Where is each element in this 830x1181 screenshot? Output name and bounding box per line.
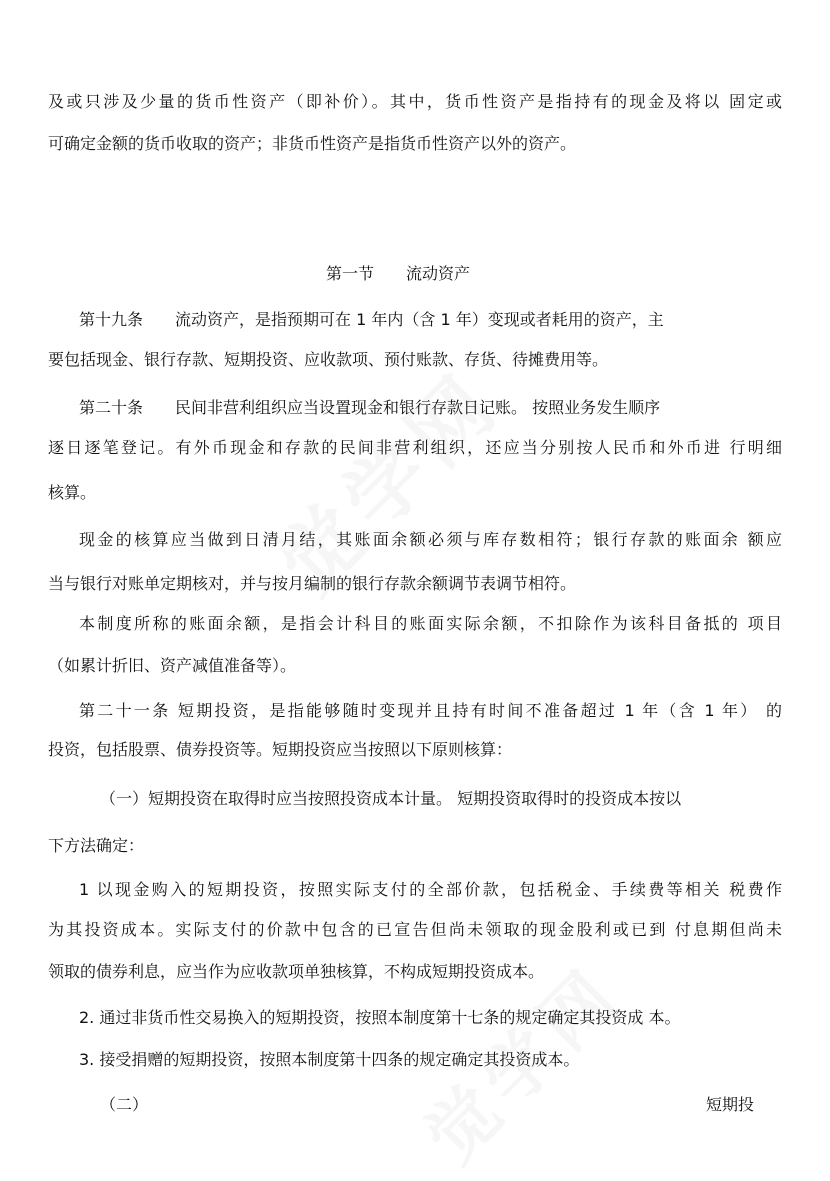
article-21-line: 投资，包括股票、债券投资等。短期投资应当按照以下原则核算： xyxy=(48,740,513,759)
section-heading: 第一节 流动资产 xyxy=(326,264,471,283)
list-item-line: 1 以现金购入的短期投资，按照实际支付的全部价款，包括税金、手续费等相关 税费作 xyxy=(79,880,782,899)
paragraph-line: 短期投 xyxy=(706,1095,755,1114)
paragraph-line: 可确定金额的货币收取的资产；非货币性资产是指货币性资产以外的资产。 xyxy=(48,134,577,153)
article-21-line: 第二十一条 短期投资，是指能够随时变现并且持有时间不准备超过 1 年（含 1 年） 的 xyxy=(79,701,782,720)
article-19-line: 要包括现金、银行存款、短期投资、应收款项、预付账款、存货、待摊费用等。 xyxy=(48,350,609,369)
article-19-line: 第十九条 流动资产，是指预期可在 1 年内（含 1 年）变现或者耗用的资产，主 xyxy=(79,310,664,329)
list-item-line: 领取的债券利息，应当作为应收款项单独核算，不构成短期投资成本。 xyxy=(48,962,545,981)
paragraph-line: 当与银行对账单定期核对，并与按月编制的银行存款余额调节表调节相符。 xyxy=(48,574,577,593)
paragraph-line: （二） xyxy=(100,1095,149,1114)
paragraph-line: 本制度所称的账面余额，是指会计科目的账面实际余额，不扣除作为该科目备抵的 项目 xyxy=(79,614,782,633)
paragraph-line: 现金的核算应当做到日清月结，其账面余额必须与库存数相符；银行存款的账面余 额应 xyxy=(79,530,782,549)
paragraph-line: （一）短期投资在取得时应当按照投资成本计量。 短期投资取得时的投资成本按以 xyxy=(100,789,682,808)
article-20-line: 第二十条 民间非营利组织应当设置现金和银行存款日记账。 按照业务发生顺序 xyxy=(79,398,661,417)
article-20-line: 核算。 xyxy=(48,483,97,502)
list-item-line: 为其投资成本。实际支付的价款中包含的已宣告但尚未领取的现金股利或已到 付息期但尚未 xyxy=(48,920,782,939)
paragraph-line: 下方法确定： xyxy=(48,836,145,855)
article-20-line: 逐日逐笔登记。有外币现金和存款的民间非营利组织，还应当分别按人民币和外币进 行明细 xyxy=(48,438,782,457)
paragraph-line: 及或只涉及少量的货币性资产（即补价）。其中，货币性资产是指持有的现金及将以 固定或 xyxy=(48,92,782,111)
list-item-line: 3. 接受捐赠的短期投资，按照本制度第十四条的规定确定其投资成本。 xyxy=(79,1050,580,1069)
watermark xyxy=(249,341,521,613)
paragraph-line: （如累计折旧、资产减值准备等）。 xyxy=(48,656,297,675)
list-item-line: 2. 通过非货币性交易换入的短期投资，按照本制度第十七条的规定确定其投资成 本。 xyxy=(79,1008,681,1027)
